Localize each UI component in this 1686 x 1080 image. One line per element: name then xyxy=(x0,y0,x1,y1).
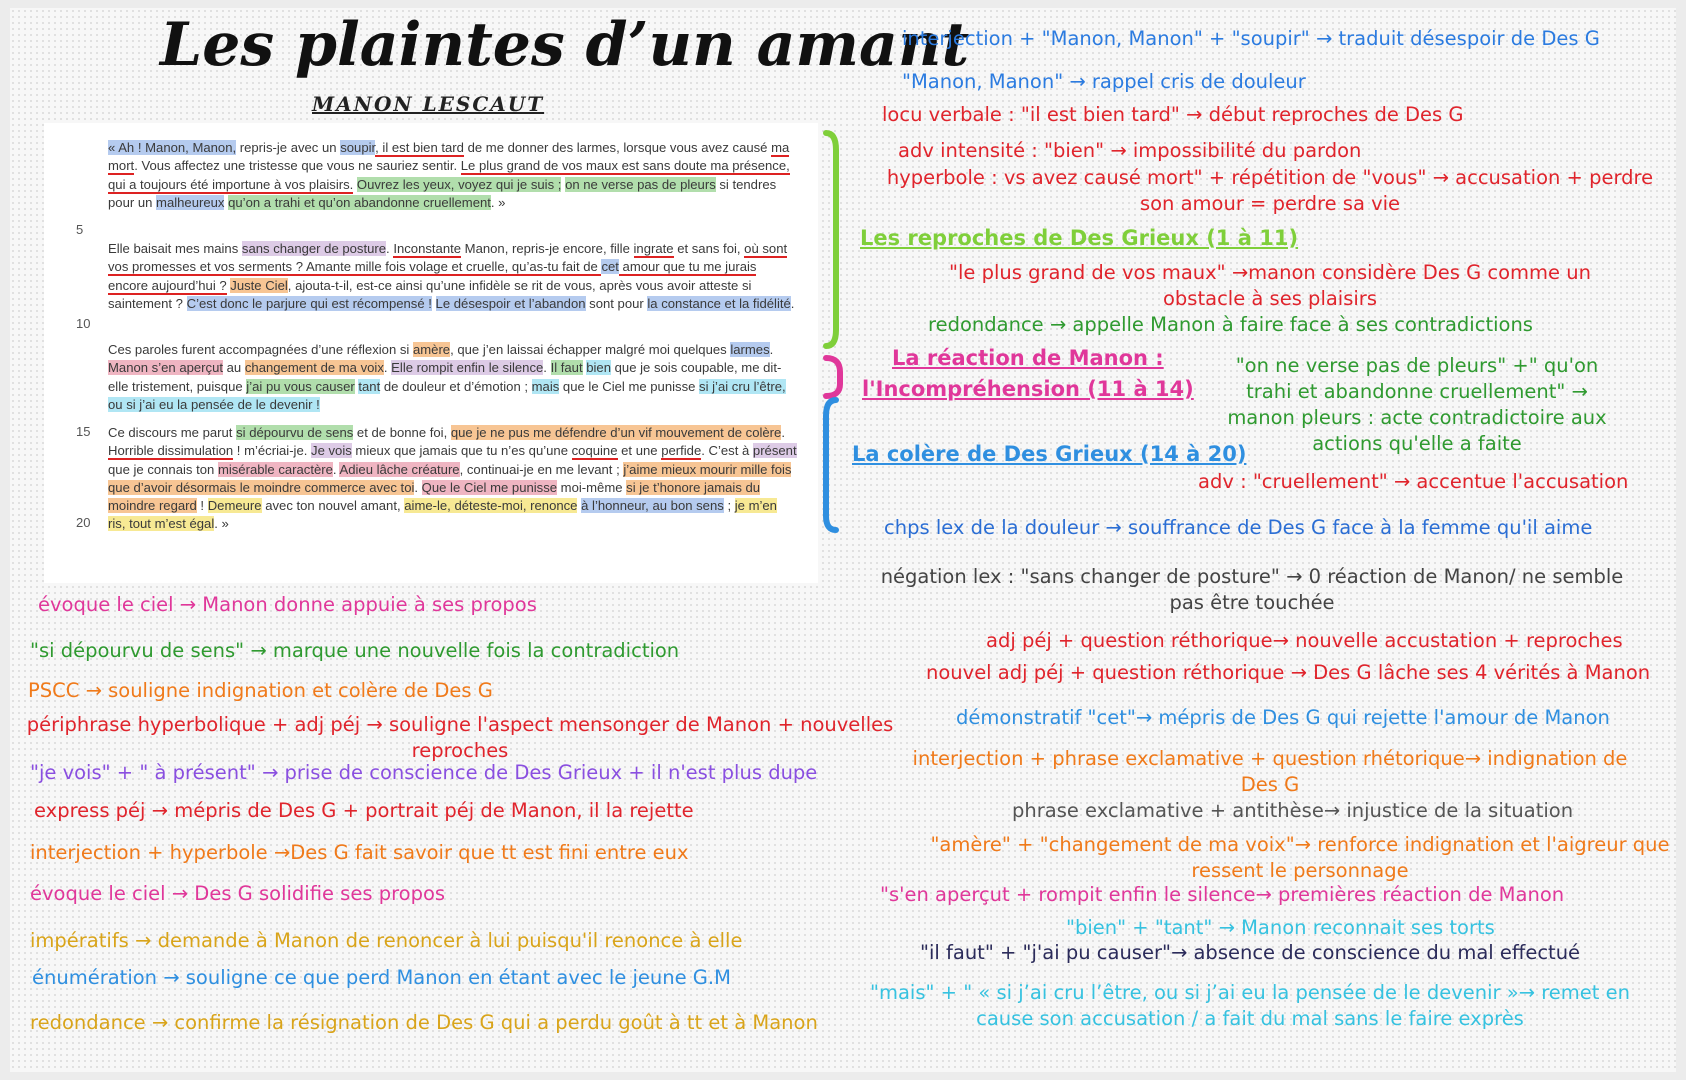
note: "je vois" + " à présent" → prise de conscience de Des Grieux + il n'est plus dupe xyxy=(30,761,818,784)
text-segment: Elle baisait mes mains xyxy=(108,241,242,256)
text-segment: Le plus grand de vos maux est sans doute ma présence, qui a toujours été importune à vos plaisirs. xyxy=(108,158,790,192)
note: "mais" + " « si j’ai cru l’être, ou si j’ai eu la pensée de le devenir »→ remet en cause son accusation / a fait du mal sans le faire exprès xyxy=(870,981,1630,1030)
note: chps lex de la douleur → souffrance de Des G face à la femme qu'il aime xyxy=(884,516,1593,539)
text-segment: Je vois xyxy=(311,443,352,459)
text-segment: que je ne pus me défendre d’un vif mouvement de colère xyxy=(450,425,782,440)
text-segment: . xyxy=(769,342,774,357)
text-segment: Horrible dissimulation xyxy=(108,443,234,459)
text-segment: . xyxy=(781,425,785,440)
note: locu verbale : "il est bien tard" → début reproches de Des G xyxy=(882,103,1464,126)
note: adv intensité : "bien" → impossibilité du pardon xyxy=(898,139,1362,162)
text-segment: Ouvrez les yeux, voyez qui je suis ; xyxy=(356,176,562,192)
text-segment: perfide xyxy=(661,443,702,459)
text-segment: sont pour xyxy=(585,295,648,311)
note: "si dépourvu de sens" → marque une nouvelle fois la contradiction xyxy=(30,639,680,662)
text-segment: Il faut xyxy=(550,360,583,376)
text-segment: . xyxy=(414,479,422,495)
note: PSCC → souligne indignation et colère de Des G xyxy=(28,679,493,702)
text-segment: soupir xyxy=(340,140,376,155)
note: redondance → appelle Manon à faire face à ses contradictions xyxy=(928,313,1533,336)
line-number: 20 xyxy=(76,515,91,530)
text-segment: de douleur et d’émotion ; xyxy=(380,378,528,394)
section-title-reaction-2: l'Incompréhension (11 à 14) xyxy=(862,377,1194,401)
text-segment: . » xyxy=(214,516,229,532)
text-segment: on ne verse pas de pleurs xyxy=(565,176,716,192)
text-segment: au xyxy=(223,360,245,376)
text-segment: je m’en ris, tout m’est égal xyxy=(108,498,777,532)
text-segment: et de bonne foi, xyxy=(353,425,451,440)
text-segment: Inconstante xyxy=(393,241,462,256)
note: interjection + hyperbole →Des G fait savoir que tt est fini entre eux xyxy=(30,841,689,864)
text-segment: Juste Ciel xyxy=(230,277,288,293)
note: démonstratif "cet"→ mépris de Des G qui rejette l'amour de Manon xyxy=(956,706,1610,729)
note: énumération → souligne ce que perd Manon en étant avec le jeune G.M xyxy=(32,966,731,989)
text-segment: repris-je avec un xyxy=(236,140,341,155)
text-segment: moi-même xyxy=(557,479,627,495)
note: évoque le ciel → Des G solidifie ses propos xyxy=(30,882,446,905)
text-segment: si dépourvu de sens xyxy=(236,425,354,440)
text-segment: malheureux xyxy=(156,194,225,210)
text-segment: et sans foi, xyxy=(673,241,745,256)
text-segment: misérable caractère xyxy=(217,461,333,477)
text-segment: . xyxy=(332,461,340,477)
text-segment: amère xyxy=(412,342,451,357)
note: interjection + "Manon, Manon" + "soupir" → traduit désespoir de Des G xyxy=(902,27,1600,50)
text-segment: . xyxy=(386,241,394,256)
note: périphrase hyperbolique + adj péj → souligne l'aspect mensonger de Manon + nouvelles reproches xyxy=(26,713,894,762)
text-segment: « Ah ! Manon, Manon, xyxy=(108,140,237,155)
text-segment: que je connais ton xyxy=(108,461,218,477)
text-segment: Que le Ciel me punisse xyxy=(421,479,558,495)
text-segment: Demeure xyxy=(207,498,262,514)
section-title-reaction: La réaction de Manon : xyxy=(892,346,1164,370)
page-subtitle: MANON LESCAUT xyxy=(312,92,545,116)
text-segment: j’aime mieux mourir mille fois que d’avoir désormais le moindre commerce avec toi xyxy=(108,461,792,495)
text-segment: ! xyxy=(196,498,208,514)
text-segment: avec ton nouvel amant, xyxy=(261,498,405,514)
text-segment: si je t’honore jamais du moindre regard xyxy=(108,479,761,514)
text-segment: à l’honneur, au bon sens xyxy=(581,498,724,514)
text-segment: Manon s’en aperçut xyxy=(108,360,224,376)
note: adj péj + question réthorique→ nouvelle accustation + reproches xyxy=(986,629,1623,652)
text-segment: j’ai pu vous causer xyxy=(246,378,355,394)
note: "s'en aperçut + rompit enfin le silence→ premières réaction de Manon xyxy=(880,883,1565,906)
magenta-bracket xyxy=(826,358,840,396)
text-segment: que le Ciel me punisse xyxy=(559,378,700,394)
text-segment: bien xyxy=(586,360,611,376)
text-segment: où sont vos promesses et vos serments ? Amante mille fois volage et cruelle, qu’as-tu fait de xyxy=(108,241,788,275)
note: "le plus grand de vos maux" →manon considère Des G comme un obstacle à ses plaisirs xyxy=(949,261,1591,310)
note: impératifs → demande à Manon de renoncer à lui puisqu'il renonce à elle xyxy=(30,929,743,952)
note: "il faut" + "j'ai pu causer"→ absence de conscience du mal effectué xyxy=(920,941,1581,964)
green-bracket xyxy=(826,133,836,346)
text-segment: Elle rompit enfin le silence xyxy=(391,360,544,376)
text-segment: amour que tu me jurais encore aujourd’hui ? xyxy=(108,259,757,293)
text-segment: que je sois coupable, me dit-elle tristement, puisque xyxy=(108,360,782,394)
text-segment: qu’on a trahi et qu’on abandonne cruellement xyxy=(228,194,491,210)
note: phrase exclamative + antithèse→ injustice de la situation xyxy=(1012,799,1574,822)
text-segment: , il est bien tard xyxy=(375,140,464,155)
text-segment: de me donner des larmes, lorsque vous avez causé xyxy=(463,140,772,155)
note: "bien" + "tant" → Manon reconnait ses torts xyxy=(1066,916,1495,939)
note: adv : "cruellement" → accentue l'accusation xyxy=(1198,470,1629,493)
text-segment: cet xyxy=(601,259,619,275)
text-segment: C’est donc le parjure qui est récompensé ! xyxy=(186,295,432,311)
text-segment: ! m’écriai-je. xyxy=(233,443,312,459)
text-segment: , que j’en laissai échapper malgré moi quelques xyxy=(450,342,731,357)
note: "amère" + "changement de ma voix"→ renforce indignation et l'aigreur que ressent le personnage xyxy=(930,833,1670,882)
text-segment: . C’est à xyxy=(701,443,753,459)
text-segment: ; xyxy=(723,498,735,514)
text-segment: Adieu lâche créature xyxy=(339,461,460,477)
text-segment: mais xyxy=(531,378,560,394)
text-segment: tant xyxy=(358,378,381,394)
text-segment: Manon, repris-je encore, fille xyxy=(461,241,634,256)
text-segment: si j’ai cru l’être, ou si j’ai eu la pensée de le devenir ! xyxy=(108,378,786,412)
note: négation lex : "sans changer de posture" → 0 réaction de Manon/ ne semble pas être touchée xyxy=(880,565,1624,614)
line-number: 15 xyxy=(76,424,91,439)
line-number: 5 xyxy=(76,222,84,237)
text-segment: mieux que jamais que tu n’es qu’une xyxy=(351,443,572,459)
note: express péj → mépris de Des G + portrait péj de Manon, il la rejette xyxy=(34,799,694,822)
text-segment: larmes xyxy=(730,342,770,357)
note: hyperbole : vs avez causé mort" + répétition de "vous" → accusation + perdre son amour = perdre sa vie xyxy=(886,166,1654,215)
text-segment: , continuai-je en me levant ; xyxy=(459,461,624,477)
text-segment: . xyxy=(383,360,392,376)
note: "on ne verse pas de pleurs" +" qu'on trahi et abandonne cruellement" → manon pleurs : acte contradictoire aux actions qu'elle a faite xyxy=(1227,354,1607,455)
text-segment: . » xyxy=(490,194,506,210)
note: redondance → confirme la résignation de Des G qui a perdu goût à tt et à Manon xyxy=(30,1011,818,1034)
text-segment: si tendres pour un xyxy=(108,176,777,210)
text-segment: . Vous affectez une tristesse que vous ne sauriez sentir. xyxy=(134,158,461,174)
text-segment: . xyxy=(543,360,551,376)
text-segment: Ce discours me parut xyxy=(108,425,237,440)
note: nouvel adj péj + question réthorique → Des G lâche ses 4 vérités à Manon xyxy=(926,661,1651,684)
text-segment: Ces paroles furent accompagnées d’une réflexion si xyxy=(108,342,413,357)
text-segment: , ajouta-t-il, est-ce ainsi qu’une infidèle se rit de vous, après vous avoir atteste si saintement ? xyxy=(108,277,752,311)
text-segment: présent xyxy=(752,443,797,459)
note: interjection + phrase exclamative + question rhétorique→ indignation de Des G xyxy=(912,747,1628,796)
text-segment: ingrate xyxy=(633,241,674,256)
blue-bracket xyxy=(826,400,836,530)
text-segment: ma mort xyxy=(108,140,790,174)
text-segment: coquine xyxy=(571,443,618,459)
text-segment: aime-le, déteste-moi, renonce xyxy=(404,498,578,514)
section-title-reproches: Les reproches de Des Grieux (1 à 11) xyxy=(860,226,1299,250)
text-segment: sans changer de posture xyxy=(241,241,387,256)
text-segment: changement de ma voix xyxy=(244,360,384,376)
text-segment: et une xyxy=(617,443,662,459)
section-title-colere: La colère de Des Grieux (14 à 20) xyxy=(852,442,1247,466)
note: évoque le ciel → Manon donne appuie à ses propos xyxy=(38,593,537,616)
page-title: Les plaintes d’un amant xyxy=(160,10,970,80)
line-number: 10 xyxy=(76,316,91,331)
text-segment: . xyxy=(790,295,795,311)
text-segment: Le désespoir et l’abandon xyxy=(435,295,586,311)
text-segment: la constance et la fidélité xyxy=(647,295,791,311)
note: "Manon, Manon" → rappel cris de douleur xyxy=(902,70,1306,93)
